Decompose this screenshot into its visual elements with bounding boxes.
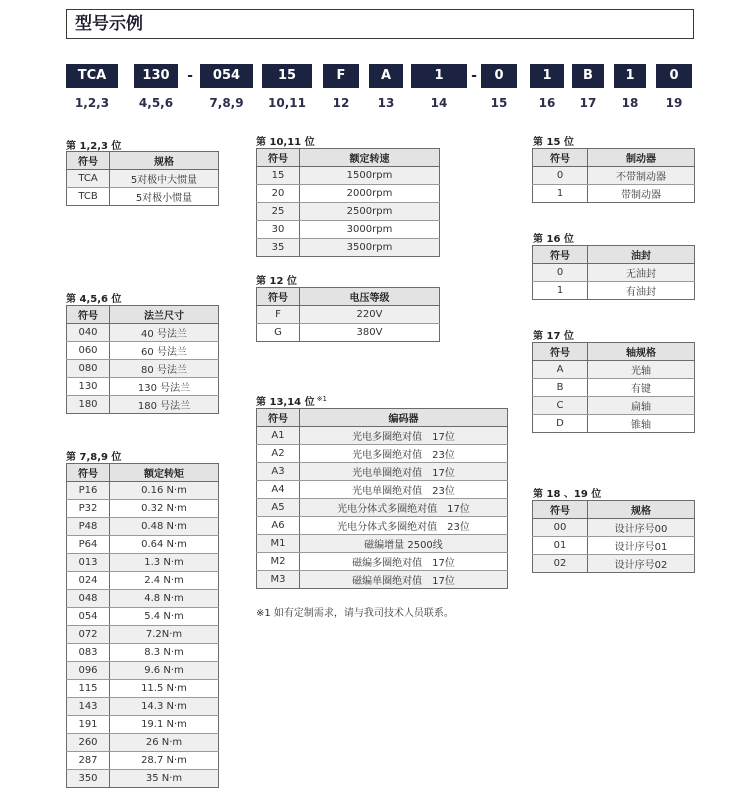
position-label: 16: [538, 96, 556, 110]
section-title-1314: [256, 393, 327, 408]
cell-symbol: TCB: [67, 188, 110, 206]
table-row: [533, 415, 695, 433]
table-row: [67, 680, 219, 698]
table-header-row: [533, 343, 695, 361]
cell-symbol: 054: [67, 608, 110, 626]
table-15: [532, 148, 695, 203]
header-symbol: 符号: [257, 149, 300, 167]
header-spec: 规格: [588, 501, 695, 519]
header-symbol: 符号: [533, 343, 588, 361]
table-header-row: [67, 464, 219, 482]
cell-spec: 0.64 N·m: [110, 536, 219, 554]
cell-spec: 35 N·m: [110, 770, 219, 788]
cell-symbol: 130: [67, 378, 110, 396]
table-header-row: [67, 306, 219, 324]
table-header-row: [533, 149, 695, 167]
cell-spec: 40 号法兰: [110, 324, 219, 342]
table-row: [67, 500, 219, 518]
code-box: 054: [200, 64, 253, 88]
table-row: [257, 553, 508, 571]
table-header-row: [67, 152, 219, 170]
cell-symbol: 083: [67, 644, 110, 662]
header-symbol: 符号: [67, 464, 110, 482]
table-row: [533, 519, 695, 537]
section-title-1011: 第 10,11 位: [256, 137, 315, 148]
cell-spec: 26 N·m: [110, 734, 219, 752]
table-row: [257, 517, 508, 535]
header-spec: 制动器: [588, 149, 695, 167]
cell-spec: 光电单圈绝对值 23位: [300, 481, 508, 499]
cell-symbol: 30: [257, 221, 300, 239]
code-box: TCA: [66, 64, 118, 88]
cell-symbol: 060: [67, 342, 110, 360]
table-row: [67, 644, 219, 662]
table-row: [533, 167, 695, 185]
table-row: [257, 239, 440, 257]
cell-spec: 设计序号00: [588, 519, 695, 537]
table-row: [533, 555, 695, 573]
cell-spec: 磁编单圈绝对值 17位: [300, 571, 508, 589]
header-spec: 额定转矩: [110, 464, 219, 482]
cell-symbol: A4: [257, 481, 300, 499]
table-row: [533, 361, 695, 379]
table-789: [66, 463, 219, 788]
footnote: ※1 如有定制需求，请与我司技术人员联系。: [256, 608, 454, 619]
cell-symbol: A5: [257, 499, 300, 517]
section-title-12: 第 12 位: [256, 276, 297, 287]
table-row: [257, 427, 508, 445]
cell-spec: 7.2N·m: [110, 626, 219, 644]
cell-spec: 有键: [588, 379, 695, 397]
table-row: [257, 306, 440, 324]
cell-spec: 光电多圈绝对值 23位: [300, 445, 508, 463]
table-row: [67, 626, 219, 644]
cell-symbol: 287: [67, 752, 110, 770]
table-row: [67, 188, 219, 206]
table-456: [66, 305, 219, 414]
position-label: 7,8,9: [209, 96, 244, 110]
table-row: [257, 571, 508, 589]
position-label: 19: [665, 96, 683, 110]
header-symbol: 符号: [533, 246, 588, 264]
header-spec: 油封: [588, 246, 695, 264]
table-row: [67, 554, 219, 572]
table-row: [257, 445, 508, 463]
cell-symbol: 072: [67, 626, 110, 644]
table-1819: [532, 500, 695, 573]
code-box: F: [323, 64, 359, 88]
cell-spec: 2500rpm: [300, 203, 440, 221]
cell-spec: 28.7 N·m: [110, 752, 219, 770]
cell-spec: 5.4 N·m: [110, 608, 219, 626]
section-title-1819: 第 18 、19 位: [533, 489, 602, 500]
header-symbol: 符号: [533, 149, 588, 167]
cell-spec: 220V: [300, 306, 440, 324]
cell-symbol: M3: [257, 571, 300, 589]
cell-symbol: 01: [533, 537, 588, 555]
cell-spec: 4.8 N·m: [110, 590, 219, 608]
cell-symbol: P16: [67, 482, 110, 500]
cell-symbol: P64: [67, 536, 110, 554]
table-row: [67, 360, 219, 378]
position-label: 14: [430, 96, 448, 110]
table-header-row: [257, 409, 508, 427]
cell-spec: 带制动器: [588, 185, 695, 203]
table-row: [67, 170, 219, 188]
table-row: [533, 537, 695, 555]
cell-spec: 设计序号02: [588, 555, 695, 573]
section-title-1314-text: 第 13,14 位: [256, 397, 315, 408]
cell-spec: 有油封: [588, 282, 695, 300]
cell-symbol: 0: [533, 264, 588, 282]
cell-symbol: 180: [67, 396, 110, 414]
table-row: [257, 167, 440, 185]
cell-symbol: 15: [257, 167, 300, 185]
cell-symbol: A6: [257, 517, 300, 535]
header-spec: 额定转速: [300, 149, 440, 167]
header-symbol: 符号: [533, 501, 588, 519]
table-row: [257, 185, 440, 203]
cell-symbol: P48: [67, 518, 110, 536]
table-123: [66, 151, 219, 206]
table-row: [67, 396, 219, 414]
cell-spec: 80 号法兰: [110, 360, 219, 378]
table-row: [67, 734, 219, 752]
code-separator: -: [187, 68, 193, 84]
position-label: 10,11: [268, 96, 306, 110]
header-symbol: 符号: [257, 409, 300, 427]
code-box: 1: [614, 64, 646, 88]
position-label: 17: [579, 96, 597, 110]
table-header-row: [257, 288, 440, 306]
code-box: 15: [262, 64, 312, 88]
cell-spec: 磁编增量 2500线: [300, 535, 508, 553]
cell-spec: 光电分体式多圈绝对值 23位: [300, 517, 508, 535]
code-box: 1: [530, 64, 564, 88]
code-separator: -: [471, 68, 477, 84]
cell-symbol: 35: [257, 239, 300, 257]
cell-symbol: 143: [67, 698, 110, 716]
table-row: [67, 608, 219, 626]
cell-symbol: 191: [67, 716, 110, 734]
table-row: [257, 324, 440, 342]
header-spec: 编码器: [300, 409, 508, 427]
cell-symbol: A2: [257, 445, 300, 463]
cell-spec: 磁编多圈绝对值 17位: [300, 553, 508, 571]
cell-symbol: 02: [533, 555, 588, 573]
position-label: 18: [621, 96, 639, 110]
cell-symbol: 080: [67, 360, 110, 378]
table-row: [257, 221, 440, 239]
cell-symbol: A: [533, 361, 588, 379]
cell-symbol: 25: [257, 203, 300, 221]
table-16: [532, 245, 695, 300]
table-row: [67, 752, 219, 770]
cell-spec: 锥轴: [588, 415, 695, 433]
position-label: 1,2,3: [74, 96, 110, 110]
table-row: [533, 185, 695, 203]
cell-symbol: G: [257, 324, 300, 342]
table-row: [257, 535, 508, 553]
header-symbol: 符号: [67, 306, 110, 324]
table-row: [67, 342, 219, 360]
position-label: 12: [332, 96, 350, 110]
cell-symbol: A3: [257, 463, 300, 481]
code-box: 0: [481, 64, 517, 88]
header-spec: 轴规格: [588, 343, 695, 361]
cell-symbol: 0: [533, 167, 588, 185]
position-label: 4,5,6: [138, 96, 174, 110]
code-box: 130: [134, 64, 178, 88]
table-row: [257, 481, 508, 499]
cell-symbol: 040: [67, 324, 110, 342]
cell-spec: 无油封: [588, 264, 695, 282]
table-row: [67, 590, 219, 608]
cell-spec: 180 号法兰: [110, 396, 219, 414]
cell-symbol: 260: [67, 734, 110, 752]
cell-spec: 14.3 N·m: [110, 698, 219, 716]
table-row: [67, 536, 219, 554]
table-row: [67, 482, 219, 500]
cell-spec: 5对极中大惯量: [110, 170, 219, 188]
section-title-789: 第 7,8,9 位: [66, 452, 122, 463]
table-row: [67, 716, 219, 734]
cell-symbol: M1: [257, 535, 300, 553]
header-symbol: 符号: [67, 152, 110, 170]
cell-symbol: A1: [257, 427, 300, 445]
table-header-row: [533, 501, 695, 519]
header-symbol: 符号: [257, 288, 300, 306]
table-row: [67, 698, 219, 716]
table-row: [533, 397, 695, 415]
table-row: [67, 770, 219, 788]
cell-symbol: 115: [67, 680, 110, 698]
cell-spec: 0.48 N·m: [110, 518, 219, 536]
table-row: [67, 324, 219, 342]
table-row: [533, 379, 695, 397]
cell-symbol: C: [533, 397, 588, 415]
section-title-17: 第 17 位: [533, 331, 574, 342]
cell-symbol: D: [533, 415, 588, 433]
header-spec: 电压等级: [300, 288, 440, 306]
cell-symbol: 048: [67, 590, 110, 608]
page-title: 型号示例: [66, 9, 694, 39]
cell-symbol: 1: [533, 185, 588, 203]
cell-symbol: 096: [67, 662, 110, 680]
cell-spec: 0.32 N·m: [110, 500, 219, 518]
cell-spec: 3000rpm: [300, 221, 440, 239]
cell-spec: 19.1 N·m: [110, 716, 219, 734]
code-box: B: [572, 64, 604, 88]
cell-spec: 1.3 N·m: [110, 554, 219, 572]
cell-symbol: 00: [533, 519, 588, 537]
cell-spec: 11.5 N·m: [110, 680, 219, 698]
cell-symbol: F: [257, 306, 300, 324]
cell-spec: 380V: [300, 324, 440, 342]
table-12: [256, 287, 440, 342]
table-row: [257, 203, 440, 221]
cell-spec: 130 号法兰: [110, 378, 219, 396]
code-box: A: [369, 64, 403, 88]
header-spec: 规格: [110, 152, 219, 170]
cell-spec: 9.6 N·m: [110, 662, 219, 680]
section-title-123: 第 1,2,3 位: [66, 141, 122, 152]
table-row: [533, 264, 695, 282]
cell-spec: 光轴: [588, 361, 695, 379]
cell-spec: 光电分体式多圈绝对值 17位: [300, 499, 508, 517]
cell-spec: 5对极小惯量: [110, 188, 219, 206]
code-box: 1: [411, 64, 467, 88]
cell-symbol: 20: [257, 185, 300, 203]
section-title-456: 第 4,5,6 位: [66, 294, 122, 305]
position-label: 15: [490, 96, 508, 110]
table-header-row: [533, 246, 695, 264]
cell-spec: 8.3 N·m: [110, 644, 219, 662]
table-row: [67, 572, 219, 590]
cell-spec: 0.16 N·m: [110, 482, 219, 500]
cell-spec: 3500rpm: [300, 239, 440, 257]
cell-spec: 光电单圈绝对值 17位: [300, 463, 508, 481]
position-label: 13: [377, 96, 395, 110]
code-box: 0: [656, 64, 692, 88]
cell-symbol: B: [533, 379, 588, 397]
section-title-15: 第 15 位: [533, 137, 574, 148]
cell-symbol: 1: [533, 282, 588, 300]
table-row: [257, 463, 508, 481]
section-title-1314-note: ※1: [316, 394, 327, 403]
cell-symbol: 350: [67, 770, 110, 788]
table-17: [532, 342, 695, 433]
cell-symbol: P32: [67, 500, 110, 518]
table-row: [67, 662, 219, 680]
cell-spec: 光电多圈绝对值 17位: [300, 427, 508, 445]
header-spec: 法兰尺寸: [110, 306, 219, 324]
cell-symbol: TCA: [67, 170, 110, 188]
table-row: [533, 282, 695, 300]
cell-spec: 60 号法兰: [110, 342, 219, 360]
table-row: [257, 499, 508, 517]
cell-symbol: 013: [67, 554, 110, 572]
cell-spec: 2000rpm: [300, 185, 440, 203]
cell-spec: 1500rpm: [300, 167, 440, 185]
table-row: [67, 518, 219, 536]
table-1011: [256, 148, 440, 257]
table-header-row: [257, 149, 440, 167]
table-row: [67, 378, 219, 396]
section-title-16: 第 16 位: [533, 234, 574, 245]
cell-spec: 2.4 N·m: [110, 572, 219, 590]
cell-spec: 扁轴: [588, 397, 695, 415]
cell-symbol: 024: [67, 572, 110, 590]
cell-spec: 设计序号01: [588, 537, 695, 555]
cell-symbol: M2: [257, 553, 300, 571]
cell-spec: 不带制动器: [588, 167, 695, 185]
table-1314: [256, 408, 508, 589]
